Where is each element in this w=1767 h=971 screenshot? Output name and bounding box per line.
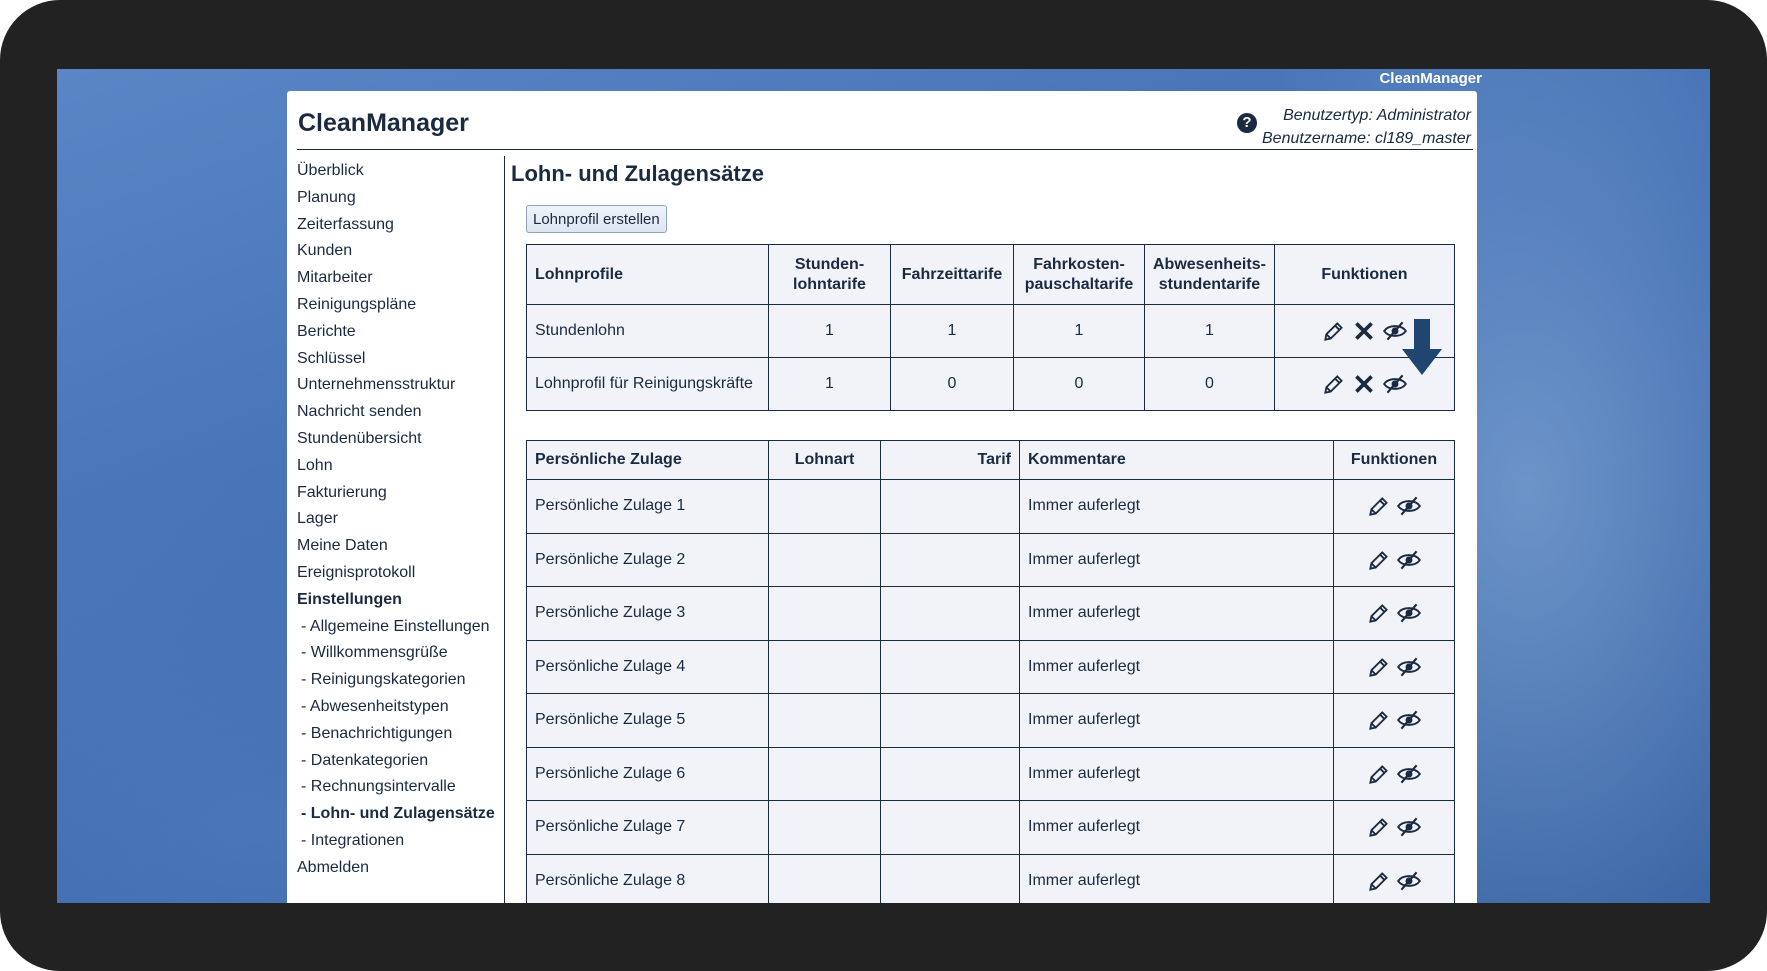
pencil-icon[interactable]: [1366, 761, 1392, 787]
col-header-kommentare: Kommentare: [1020, 441, 1334, 480]
nav-item-fakturierung[interactable]: Fakturierung: [297, 483, 387, 501]
nav-item-schluessel[interactable]: Schlüssel: [297, 349, 366, 367]
allowance-name-cell: Persönliche Zulage 6: [527, 747, 769, 801]
allowance-name-cell: Persönliche Zulage 7: [527, 801, 769, 855]
pencil-icon[interactable]: [1366, 707, 1392, 733]
travel-time-rate-count: 0: [891, 358, 1014, 411]
nav-item-berichte[interactable]: Berichte: [297, 322, 356, 340]
eye-slash-icon[interactable]: [1396, 814, 1422, 840]
functions-cell: [1334, 854, 1455, 903]
col-header-lohnart: Lohnart: [769, 441, 881, 480]
comment-cell: Immer auferlegt: [1020, 854, 1334, 903]
tariff-cell: [881, 640, 1020, 694]
tariff-cell: [881, 480, 1020, 534]
eye-slash-icon[interactable]: [1396, 654, 1422, 680]
eye-slash-icon[interactable]: [1396, 707, 1422, 733]
nav-subitem-allgemeine-einstellungen[interactable]: - Allgemeine Einstellungen: [301, 617, 490, 635]
col-header-fahrkosten-line2: pauschaltarife: [1024, 275, 1134, 293]
wage-type-cell: [769, 480, 881, 534]
tariff-cell: [881, 694, 1020, 748]
personal-allowances-table: [526, 440, 1455, 903]
functions-cell: [1334, 747, 1455, 801]
comment-cell: Immer auferlegt: [1020, 640, 1334, 694]
pencil-icon[interactable]: [1366, 547, 1392, 573]
col-header-abwesenheits-line2: stundentarife: [1158, 275, 1261, 293]
tariff-cell: [881, 533, 1020, 587]
allowance-name-cell: Persönliche Zulage 5: [527, 694, 769, 748]
nav-subitem-integrationen[interactable]: - Integrationen: [301, 831, 405, 849]
nav-item-nachricht-senden[interactable]: Nachricht senden: [297, 403, 422, 421]
help-icon[interactable]: ?: [1237, 113, 1257, 133]
pencil-icon[interactable]: [1366, 654, 1392, 680]
col-header-abwesenheits-line1: Abwesenheits-: [1153, 255, 1266, 273]
nav-subitem-rechnungsintervalle[interactable]: - Rechnungsintervalle: [301, 778, 456, 796]
functions-cell: [1334, 640, 1455, 694]
nav-item-einstellungen[interactable]: Einstellungen: [297, 590, 402, 608]
table-row: [527, 640, 1455, 694]
eye-slash-icon[interactable]: [1396, 600, 1422, 626]
nav-subitem-reinigungskategorien[interactable]: - Reinigungskategorien: [301, 671, 466, 689]
wage-type-cell: [769, 801, 881, 855]
tariff-cell: [881, 801, 1020, 855]
sidebar-nav: [297, 158, 502, 882]
create-wage-profile-button[interactable]: Lohnprofil erstellen: [526, 205, 667, 233]
comment-cell: Immer auferlegt: [1020, 587, 1334, 641]
col-header-stundenlohntarife: [769, 245, 891, 305]
pencil-icon[interactable]: [1366, 493, 1392, 519]
comment-cell: Immer auferlegt: [1020, 533, 1334, 587]
table-row: [527, 747, 1455, 801]
col-header-tarif: Tarif: [881, 441, 1020, 480]
nav-item-lager[interactable]: Lager: [297, 510, 338, 528]
col-header-persoenliche-zulage: Persönliche Zulage: [527, 441, 769, 480]
desktop: [57, 69, 1710, 903]
wage-type-cell: [769, 694, 881, 748]
wage-type-cell: [769, 533, 881, 587]
nav-item-abmelden[interactable]: Abmelden: [297, 858, 370, 876]
nav-subitem-benachrichtigungen[interactable]: - Benachrichtigungen: [301, 724, 453, 742]
nav-item-lohn[interactable]: Lohn: [297, 456, 333, 474]
col-header-stundenlohntarife-line1: Stunden-: [794, 255, 865, 273]
nav-subitem-abwesenheitstypen[interactable]: - Abwesenheitstypen: [301, 697, 449, 715]
table-row: [527, 854, 1455, 903]
pencil-icon[interactable]: [1366, 600, 1392, 626]
window-brand-label: CleanManager: [1379, 70, 1482, 87]
nav-item-zeiterfassung[interactable]: Zeiterfassung: [297, 215, 394, 233]
table-row: [527, 694, 1455, 748]
x-icon[interactable]: [1351, 371, 1377, 397]
nav-item-planung[interactable]: Planung: [297, 188, 356, 206]
travel-cost-rate-count: 0: [1014, 358, 1145, 411]
table-row: [527, 358, 1455, 411]
table-header-row: [527, 245, 1455, 305]
nav-item-reinigungsplaene[interactable]: Reinigungspläne: [297, 295, 417, 313]
app-title: CleanManager: [298, 109, 469, 137]
eye-slash-icon[interactable]: [1396, 547, 1422, 573]
table-row: [527, 533, 1455, 587]
wage-type-cell: [769, 854, 881, 903]
absence-rate-count: 0: [1145, 358, 1275, 411]
tariff-cell: [881, 854, 1020, 903]
allowance-name-cell: Persönliche Zulage 1: [527, 480, 769, 534]
tariff-cell: [881, 587, 1020, 641]
comment-cell: Immer auferlegt: [1020, 801, 1334, 855]
eye-slash-icon[interactable]: [1396, 761, 1422, 787]
functions-cell: [1334, 480, 1455, 534]
wage-type-cell: [769, 587, 881, 641]
comment-cell: Immer auferlegt: [1020, 694, 1334, 748]
hourly-rate-count: 1: [769, 305, 891, 358]
profile-name-cell: Stundenlohn: [527, 305, 769, 358]
table-row: [527, 305, 1455, 358]
eye-slash-icon[interactable]: [1396, 868, 1422, 894]
comment-cell: Immer auferlegt: [1020, 747, 1334, 801]
arrow-down-icon: [1402, 319, 1442, 379]
pencil-icon[interactable]: [1366, 868, 1392, 894]
absence-rate-count: 1: [1145, 305, 1275, 358]
header-divider: [297, 149, 1473, 150]
table-header-row: [527, 441, 1455, 480]
nav-item-ueberblick[interactable]: Überblick: [297, 162, 364, 179]
user-type: Benutzertyp: Administrator: [1283, 107, 1471, 124]
tariff-cell: [881, 747, 1020, 801]
col-header-fahrkosten-line1: Fahrkosten-: [1033, 255, 1125, 273]
pencil-icon[interactable]: [1366, 814, 1392, 840]
user-name: Benutzername: cl189_master: [1262, 130, 1471, 147]
user-info: [1262, 104, 1471, 150]
col-header-funktionen: Funktionen: [1334, 441, 1455, 480]
nav-item-ereignisprotokoll[interactable]: Ereignisprotokoll: [297, 563, 416, 581]
table-row: [527, 587, 1455, 641]
nav-item-stundenuebersicht[interactable]: Stundenübersicht: [297, 429, 422, 447]
col-header-lohnprofile: Lohnprofile: [527, 245, 769, 305]
page-title: Lohn- und Zulagensätze: [511, 161, 764, 186]
col-header-funktionen: Funktionen: [1274, 245, 1454, 305]
nav-item-kunden[interactable]: Kunden: [297, 242, 353, 260]
allowance-name-cell: Persönliche Zulage 3: [527, 587, 769, 641]
main-content: [511, 153, 1471, 889]
eye-slash-icon[interactable]: [1396, 493, 1422, 519]
allowance-name-cell: Persönliche Zulage 2: [527, 533, 769, 587]
pencil-icon[interactable]: [1321, 318, 1347, 344]
app-window: [287, 91, 1477, 903]
allowance-name-cell: Persönliche Zulage 8: [527, 854, 769, 903]
comment-cell: Immer auferlegt: [1020, 480, 1334, 534]
functions-cell: [1334, 533, 1455, 587]
nav-subitem-willkommensgruesse[interactable]: - Willkommensgrüße: [301, 644, 448, 662]
functions-cell: [1334, 587, 1455, 641]
hourly-rate-count: 1: [769, 358, 891, 411]
table-row: [527, 801, 1455, 855]
nav-item-unternehmensstruktur[interactable]: Unternehmensstruktur: [297, 376, 456, 394]
sidebar-divider: [504, 156, 505, 903]
col-header-abwesenheitsstundentarife: [1145, 245, 1275, 305]
travel-time-rate-count: 1: [891, 305, 1014, 358]
wage-type-cell: [769, 640, 881, 694]
functions-cell: [1334, 694, 1455, 748]
nav-subitem-lohn-und-zulagensaetze[interactable]: - Lohn- und Zulagensätze: [301, 805, 495, 823]
nav-subitem-datenkategorien[interactable]: - Datenkategorien: [301, 751, 429, 769]
travel-cost-rate-count: 1: [1014, 305, 1145, 358]
wage-type-cell: [769, 747, 881, 801]
allowance-name-cell: Persönliche Zulage 4: [527, 640, 769, 694]
pencil-icon[interactable]: [1321, 371, 1347, 397]
wage-profiles-table: [526, 244, 1455, 411]
table-row: [527, 480, 1455, 534]
x-icon[interactable]: [1351, 318, 1377, 344]
profile-name-cell: Lohnprofil für Reinigungskräfte: [527, 358, 769, 411]
col-header-fahrzeittarife: Fahrzeittarife: [891, 245, 1014, 305]
nav-item-meine-daten[interactable]: Meine Daten: [297, 537, 388, 555]
col-header-fahrkostenpauschaltarife: [1014, 245, 1145, 305]
col-header-stundenlohntarife-line2: lohntarife: [793, 275, 866, 293]
nav-item-mitarbeiter[interactable]: Mitarbeiter: [297, 269, 373, 287]
functions-cell: [1334, 801, 1455, 855]
